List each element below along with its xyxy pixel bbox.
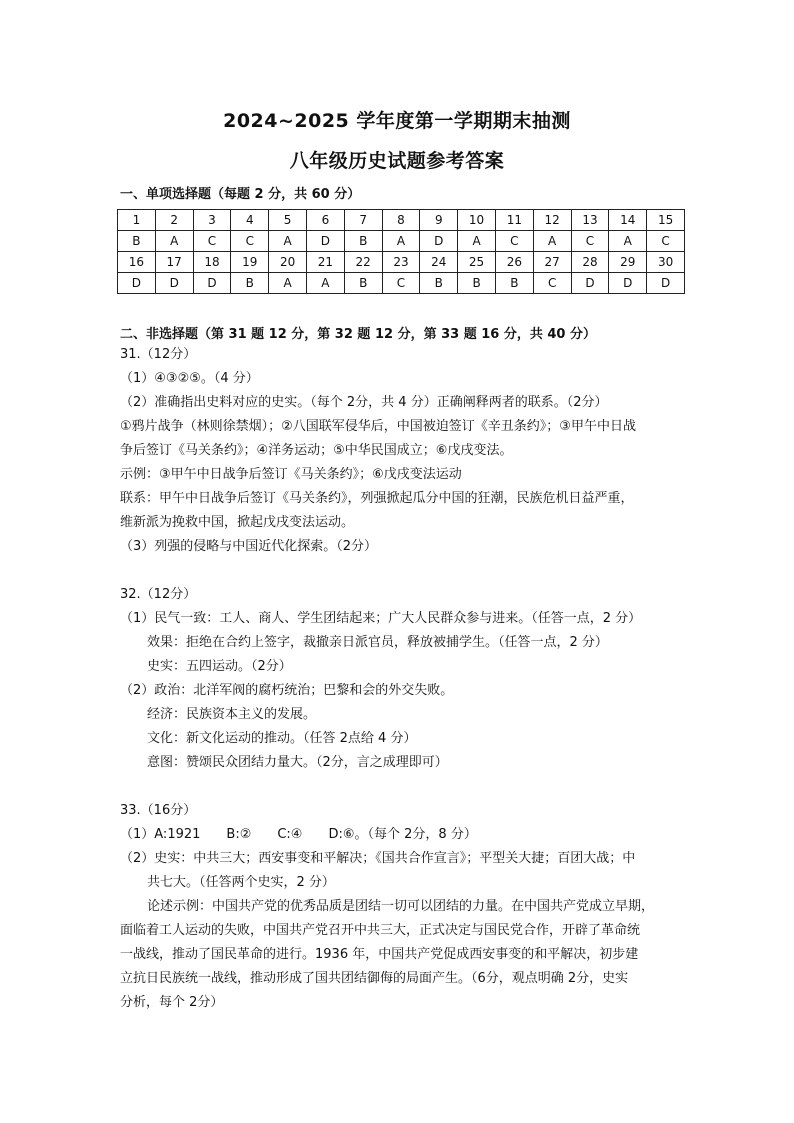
table-cell: 9 <box>420 210 458 231</box>
table-cell: 19 <box>231 252 269 273</box>
q31-line: （1）④③②⑤。（4 分） <box>120 371 259 386</box>
q32-heading: 32.（12分） <box>120 587 197 602</box>
table-cell: C <box>231 231 269 252</box>
table-cell: D <box>647 273 685 294</box>
q31-line: 联系：甲午中日战争后签订《马关条约》，列强掀起瓜分中国的狂潮，民族危机日益严重， <box>120 491 634 506</box>
table-cell: 21 <box>306 252 344 273</box>
table-cell: 1 <box>118 210 156 231</box>
q31-line: （3）列强的侵略与中国近代化探索。（2分） <box>120 539 378 554</box>
q31-line: 示例：③甲午中日战争后签订《马关条约》；⑥戊戌变法运动 <box>120 467 462 482</box>
exam-title: 2024~2025 学年度第一学期期末抽测 <box>223 110 571 132</box>
table-cell: 10 <box>458 210 496 231</box>
table-cell: 13 <box>571 210 609 231</box>
q32-line: 意图：赞颂民众团结力量大。（2分，言之成理即可） <box>147 755 448 770</box>
table-row-answers-1 <box>118 231 685 252</box>
table-cell: 18 <box>193 252 231 273</box>
table-cell: A <box>155 231 193 252</box>
table-cell: A <box>533 231 571 252</box>
table-cell: A <box>269 273 307 294</box>
section-heading-choice: 一、单项选择题（每题 2 分，共 60 分） <box>120 187 361 202</box>
table-cell: C <box>571 231 609 252</box>
q33-line: 面临着工人运动的失败，中国共产党召开中共三大，正式决定与国民党合作，开辟了革命统 <box>120 923 641 938</box>
q32-line: 史实：五四运动。（2分） <box>147 659 292 674</box>
table-cell: D <box>306 231 344 252</box>
q33-heading: 33.（16分） <box>120 803 197 818</box>
q32-line: （1）民气一致：工人、商人、学生团结起来；广大人民群众参与进来。（任答一点，2 分） <box>120 611 642 626</box>
table-cell: 7 <box>344 210 382 231</box>
table-cell: D <box>118 273 156 294</box>
table-cell: 14 <box>609 210 647 231</box>
table-cell: A <box>306 273 344 294</box>
table-cell: A <box>458 231 496 252</box>
table-cell: B <box>118 231 156 252</box>
table-cell: 22 <box>344 252 382 273</box>
q31-line: （2）准确指出史料对应的史实。（每个 2分，共 4 分）正确阐释两者的联系。（2分） <box>120 395 608 410</box>
q33-line: 共七大。（任答两个史实，2 分） <box>147 875 335 890</box>
table-cell: 12 <box>533 210 571 231</box>
q32-line: （2）政治：北洋军阀的腐朽统治；巴黎和会的外交失败。 <box>120 683 454 698</box>
table-cell: C <box>533 273 571 294</box>
table-row-numbers-1 <box>118 210 685 231</box>
q31-line: 争后签订《马关条约》；④洋务运动；⑤中华民国成立；⑥戊戌变法。 <box>120 443 513 458</box>
table-cell: 5 <box>269 210 307 231</box>
table-cell: B <box>458 273 496 294</box>
table-cell: 27 <box>533 252 571 273</box>
table-cell: B <box>344 231 382 252</box>
table-cell: 29 <box>609 252 647 273</box>
table-cell: 8 <box>382 210 420 231</box>
table-cell: 16 <box>118 252 156 273</box>
table-cell: A <box>382 231 420 252</box>
table-cell: B <box>420 273 458 294</box>
table-cell: B <box>344 273 382 294</box>
table-cell: 20 <box>269 252 307 273</box>
table-cell: 3 <box>193 210 231 231</box>
table-cell: D <box>193 273 231 294</box>
table-cell: D <box>155 273 193 294</box>
table-cell: C <box>647 231 685 252</box>
q31-line: 维新派为挽救中国，掀起戊戌变法运动。 <box>120 515 355 530</box>
table-cell: 2 <box>155 210 193 231</box>
table-row-answers-2 <box>118 273 685 294</box>
table-row-numbers-2 <box>118 252 685 273</box>
q32-line: 效果：拒绝在合约上签字，裁撤亲日派官员，释放被捕学生。（任答一点，2 分） <box>147 635 608 650</box>
table-cell: B <box>495 273 533 294</box>
table-cell: 30 <box>647 252 685 273</box>
q31-line: ①鸦片战争（林则徐禁烟）；②八国联军侵华后，中国被迫签订《辛丑条约》；③甲午中日战 <box>120 419 636 434</box>
table-cell: D <box>420 231 458 252</box>
table-cell: C <box>382 273 420 294</box>
table-cell: A <box>609 231 647 252</box>
q33-line: 分析，每个 2分） <box>120 995 224 1010</box>
q31-heading: 31.（12分） <box>120 347 197 362</box>
table-cell: 23 <box>382 252 420 273</box>
q33-line: （1）A:1921 B:② C:④ D:⑥。（每个 2分，8 分） <box>120 827 477 842</box>
q33-line: 立抗日民族统一战线，推动形成了国共团结御侮的局面产生。（6分，观点明确 2分，史实 <box>120 971 629 986</box>
q33-line: 论述示例：中国共产党的优秀品质是团结一切可以团结的力量。在中国共产党成立早期， <box>147 899 655 914</box>
table-cell: 6 <box>306 210 344 231</box>
table-cell: 24 <box>420 252 458 273</box>
q32-line: 经济：民族资本主义的发展。 <box>147 707 317 722</box>
q32-line: 文化：新文化运动的推动。（任答 2点给 4 分） <box>147 731 417 746</box>
table-cell: D <box>609 273 647 294</box>
table-cell: A <box>269 231 307 252</box>
table-cell: D <box>571 273 609 294</box>
table-cell: 15 <box>647 210 685 231</box>
table-cell: 11 <box>495 210 533 231</box>
table-cell: 28 <box>571 252 609 273</box>
table-cell: 17 <box>155 252 193 273</box>
answer-table <box>117 209 685 294</box>
table-cell: 4 <box>231 210 269 231</box>
exam-subtitle: 八年级历史试题参考答案 <box>289 150 505 172</box>
table-cell: B <box>231 273 269 294</box>
table-cell: C <box>193 231 231 252</box>
table-cell: 25 <box>458 252 496 273</box>
table-cell: 26 <box>495 252 533 273</box>
q33-line: （2）史实：中共三大；西安事变和平解决；《国共合作宣言》；平型关大捷；百团大战；中 <box>120 851 636 866</box>
section-heading-nonchoice: 二、非选择题（第 31 题 12 分，第 32 题 12 分，第 33 题 16 分，共 40 分） <box>120 327 596 342</box>
q33-line: 一战线，推动了国民革命的进行。1936 年，中国共产党促成西安事变的和平解决，初步建 <box>120 947 639 962</box>
table-cell: C <box>495 231 533 252</box>
